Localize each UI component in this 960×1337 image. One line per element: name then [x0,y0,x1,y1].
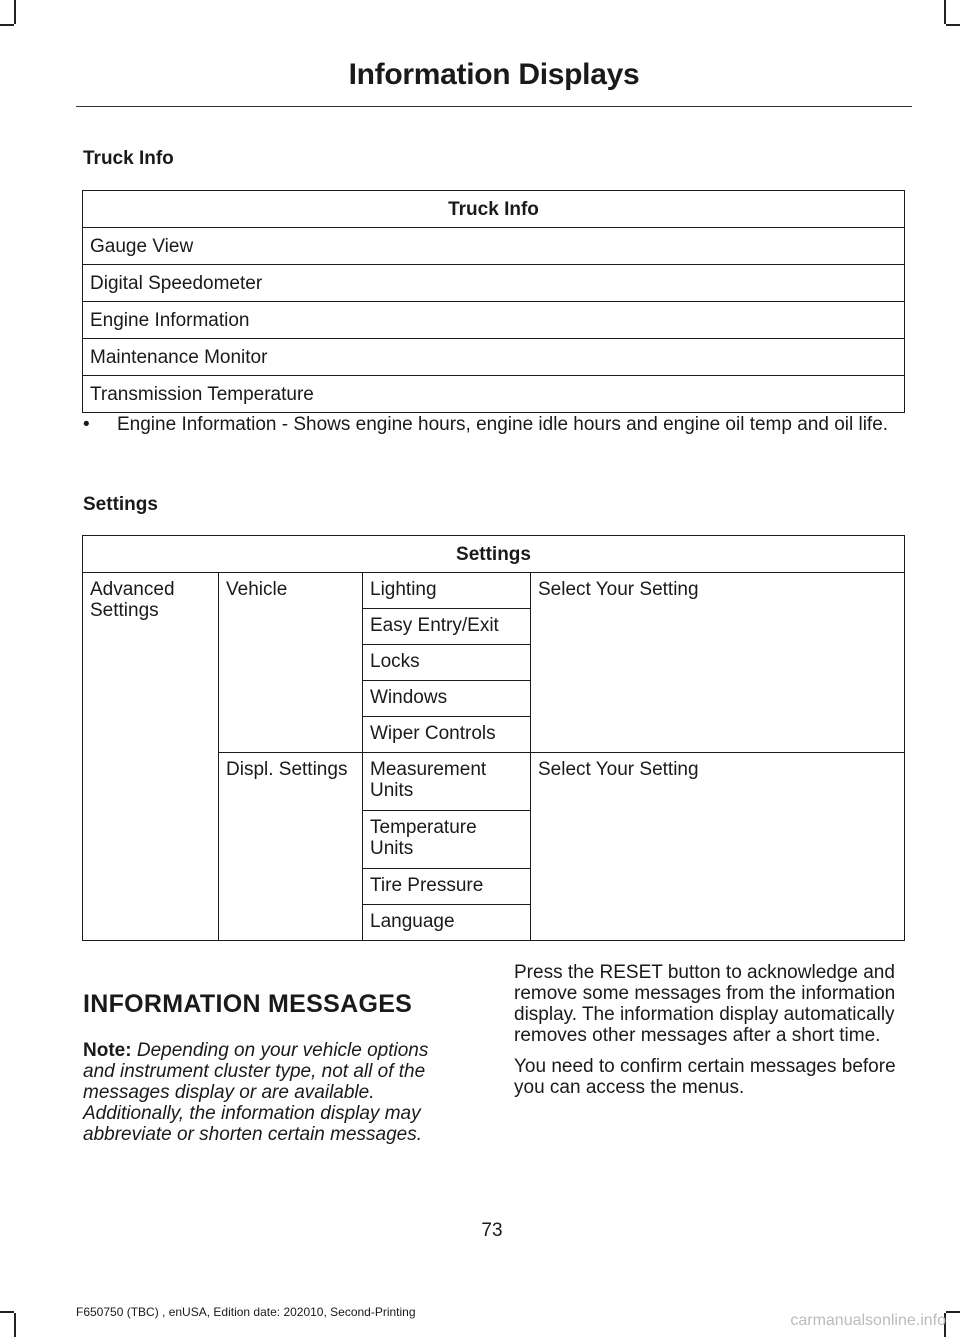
note-text: Depending on your vehicle options and instrument cluster type, not all of the messages display or are available. Additionally, the information display may abbreviate or shorten certain messages. [83,1040,429,1145]
settings-display: Displ. Settings [219,753,363,941]
table-row: Transmission Temperature [83,376,905,413]
settings-action: Select Your Setting [531,753,905,941]
note-paragraph [83,1040,463,1145]
crop-mark [0,24,14,26]
right-column [514,962,906,1108]
truck-info-heading: Truck Info [83,148,174,169]
settings-item: Language [363,905,531,941]
paragraph: You need to confirm certain messages before you can access the menus. [514,1056,896,1098]
bullet-icon: • [83,414,90,435]
crop-mark [946,24,960,26]
crop-mark [14,1313,16,1337]
footer-text: F650750 (TBC) , enUSA, Edition date: 202010, Second-Printing [76,1305,416,1319]
bullet-item [83,414,905,436]
note-label: Note: [83,1040,132,1061]
paragraph: Press the RESET button to acknowledge and remove some messages from the information display. The information display automatically removes other messages after a short time. [514,962,896,1046]
settings-item: Locks [363,645,531,681]
bullet-text: Engine Information - Shows engine hours, engine idle hours and engine oil temp and oil life. [117,414,889,435]
truck-info-table [82,190,905,413]
settings-item: Easy Entry/Exit [363,609,531,645]
crop-mark [14,0,16,24]
truck-info-table-title: Truck Info [83,191,905,228]
crop-mark [944,0,946,24]
crop-mark [946,1311,960,1313]
settings-table [82,535,905,941]
settings-level1: Advanced Settings [83,573,219,941]
info-messages-heading: INFORMATION MESSAGES [83,990,413,1018]
settings-vehicle: Vehicle [219,573,363,753]
table-row: Engine Information [83,302,905,339]
settings-item: Measurement Units [363,753,531,811]
settings-item: Windows [363,681,531,717]
watermark: carmanualsonline.info [790,1312,946,1329]
settings-action: Select Your Setting [531,573,905,753]
header-divider [76,106,912,107]
settings-item: Temperature Units [363,811,531,869]
table-row: Digital Speedometer [83,265,905,302]
settings-heading: Settings [83,494,158,515]
table-row: Maintenance Monitor [83,339,905,376]
settings-item: Tire Pressure [363,869,531,905]
page-header-title: Information Displays [348,58,640,91]
settings-table-title: Settings [83,536,905,573]
settings-item: Wiper Controls [363,717,531,753]
page-number: 73 [481,1220,503,1241]
settings-item: Lighting [363,573,531,609]
crop-mark [0,1311,14,1313]
table-row: Gauge View [83,228,905,265]
